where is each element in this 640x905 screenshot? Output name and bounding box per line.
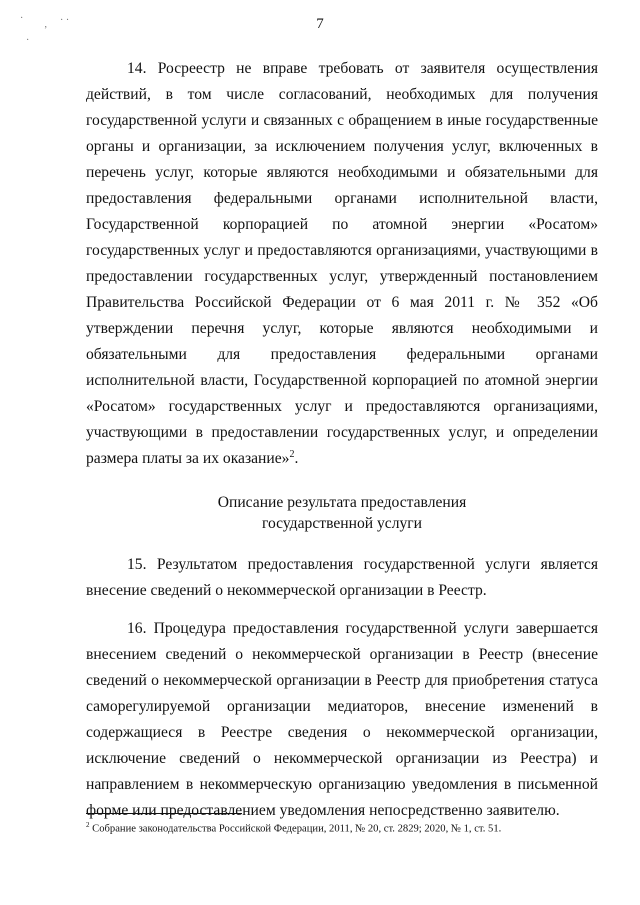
document-body — [86, 56, 598, 824]
scan-speck: · — [20, 13, 24, 24]
footnote-reference: 2 — [289, 448, 295, 460]
section-heading — [86, 492, 598, 534]
section-heading-line: Описание результата предоставления — [217, 494, 467, 511]
scan-speck: ‚ — [44, 19, 48, 30]
scan-speck: · — [26, 35, 30, 46]
page-number: 7 — [316, 16, 324, 32]
paragraph-15: 15. Результатом предоставления государственной услуги является внесение сведений о некоммерческой организации в Реестр. — [86, 556, 598, 599]
footnote-marker: 2 — [86, 821, 90, 829]
scan-speck: · · — [60, 15, 70, 26]
section-heading-line: государственной услуги — [261, 515, 423, 532]
paragraph-14: 14. Росреестр не вправе требовать от заявителя осуществления действий, в том числе согласований, необходимых для получения государственной услуги и связанных с обращением в иные государственные органы и организации, за исключением получения услуг, включенных в перечень услуг, которые являются необходимыми и обязательными для предоставления федеральными органами исполнительной власти, Государственной корпорацией по атомной энергии «Росатом» государственных услуг и предоставляются организациями, участвующими в предоставлении государственных услуг, утвержденный постановлением Правительства Российской Федерации от 6 мая 2011 г. № 352 «Об утверждении перечня услуг, которые являются необходимыми и обязательными для предоставления федеральными органами исполнительной власти, Государственной корпорацией по атомной энергии «Росатом» государственных услуг и предоставляются организациями, участвующими в предоставлении государственных услуг, и определении размера платы за их оказание»$^2$. — [86, 60, 598, 467]
footnote-separator — [86, 813, 242, 814]
paragraph-16: 16. Процедура предоставления государственной услуги завершается внесением сведений о некоммерческой организации в Реестр (внесение сведений о некоммерческой организации в Реестр для приобретения статуса саморегулируемой организации медиаторов, внесение изменений в содержащиеся в Реестре сведения о некоммерческой организации, исключение сведений о некоммерческой организации из Реестра) и направлением в некоммерческую организацию уведомления в письменной форме или предоставлением уведомления непосредственно заявителю. — [86, 620, 598, 819]
footnote — [86, 818, 606, 837]
footnote-text: Собрание законодательства Российской Федерации, 2011, № 20, ст. 2829; 2020, № 1, ст. 51. — [89, 823, 502, 835]
